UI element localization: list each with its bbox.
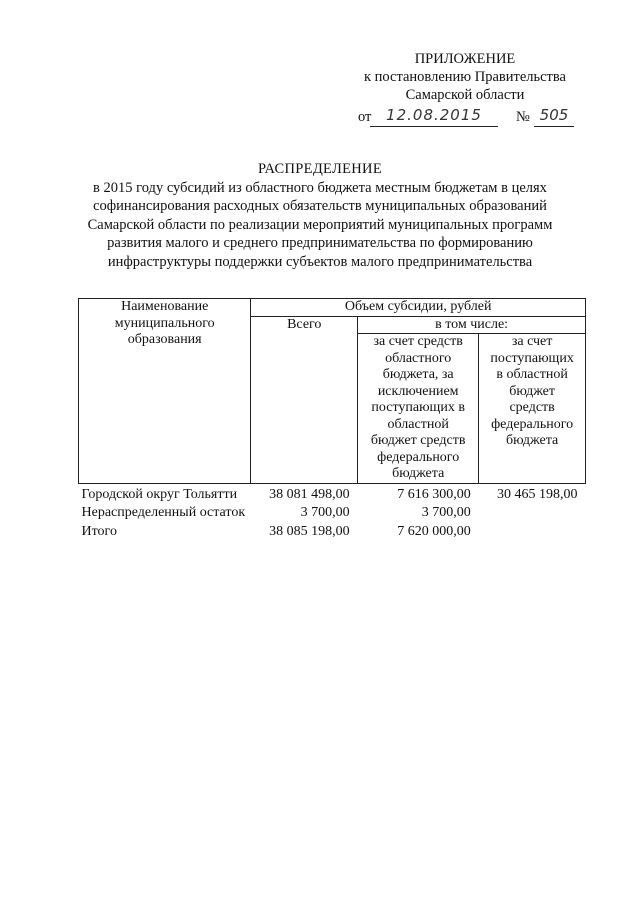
header-regional: за счет средств областного бюджета, за исключением поступающих в областной бюджет средств федерального бюджета bbox=[358, 334, 479, 484]
row-name: Городской округ Тольятти bbox=[81, 486, 238, 502]
table-row bbox=[79, 503, 586, 522]
row-name: Нераспределенный остаток bbox=[81, 505, 246, 520]
appendix-line-2: Самарской области bbox=[405, 87, 525, 103]
from-label: от bbox=[358, 109, 372, 125]
number-label: № bbox=[516, 109, 530, 125]
heading-line: софинансирования расходных обязательств муниципальных образований bbox=[93, 198, 547, 214]
row-name: Итого bbox=[81, 523, 117, 539]
subsidy-table bbox=[78, 298, 586, 540]
header-total: Всего bbox=[251, 316, 358, 483]
heading-line: инфраструктуры поддержки субъектов малого предпринимательства bbox=[107, 253, 533, 270]
table-row bbox=[79, 522, 586, 541]
row-federal bbox=[479, 503, 586, 522]
appendix-line-1: к постановлению Правительства bbox=[364, 69, 566, 85]
document-heading bbox=[60, 160, 580, 271]
row-regional: 7 616 300,00 bbox=[397, 486, 471, 502]
header-name: Наименование муниципального образования bbox=[79, 299, 251, 484]
row-federal bbox=[479, 522, 586, 541]
header-subsidy: Объем субсидии, рублей bbox=[251, 299, 586, 317]
decree-number: 505 bbox=[534, 106, 574, 127]
heading-title: РАСПРЕДЕЛЕНИЕ bbox=[258, 161, 382, 177]
header-including: в том числе: bbox=[358, 316, 586, 334]
row-total: 38 081 498,00 bbox=[269, 486, 350, 502]
row-regional: 3 700,00 bbox=[421, 505, 471, 520]
appendix-date-line bbox=[340, 106, 590, 128]
heading-line: развития малого и среднего предпринимательства по формированию bbox=[107, 235, 533, 251]
heading-line: в 2015 году субсидий из областного бюджета местным бюджетам в целях bbox=[93, 179, 547, 196]
row-federal: 30 465 198,00 bbox=[497, 486, 578, 502]
row-total: 3 700,00 bbox=[300, 505, 350, 520]
row-regional: 7 620 000,00 bbox=[397, 523, 471, 539]
table-header bbox=[79, 299, 586, 484]
heading-line: Самарской области по реализации мероприятий муниципальных программ bbox=[87, 216, 553, 233]
appendix-block bbox=[340, 50, 590, 128]
header-federal: за счет поступающих в областной бюджет средств федерального бюджета bbox=[479, 334, 586, 484]
row-total: 38 085 198,00 bbox=[269, 523, 350, 539]
decree-date: 12.08.2015 bbox=[370, 106, 498, 127]
appendix-title: ПРИЛОЖЕНИЕ bbox=[414, 51, 516, 67]
table-row bbox=[79, 483, 586, 503]
